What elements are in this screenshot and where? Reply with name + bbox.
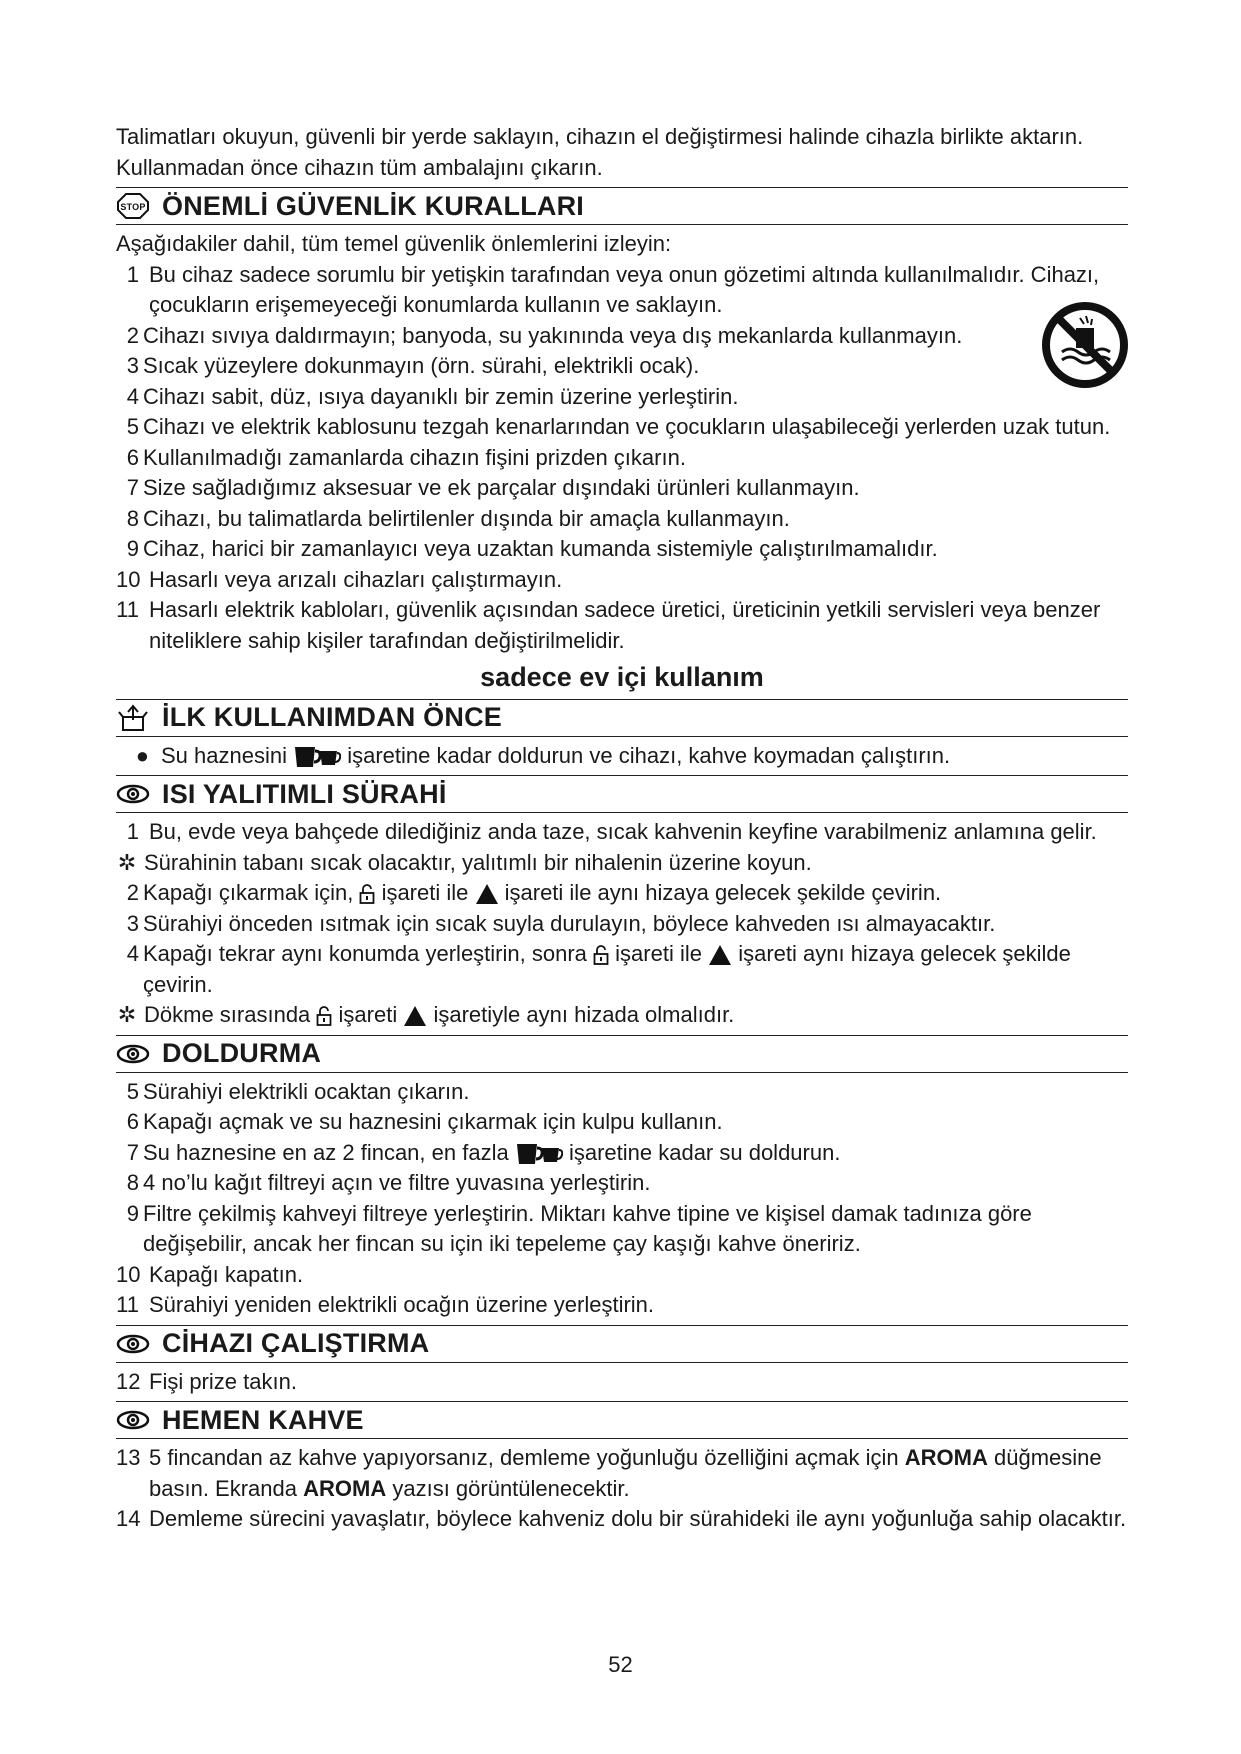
safety-item — [116, 565, 1128, 596]
item-text: Cihazı sabit, düz, ısıya dayanıklı bir zemin üzerine yerleştirin. — [143, 383, 739, 409]
instant-heading — [116, 1401, 1128, 1439]
jug-item-1: Bu, evde veya bahçede dilediğiniz anda taze, sıcak kahvenin keyfine varabilmeniz anlamına gelir. — [149, 819, 1097, 844]
page-number: 52 — [608, 1652, 633, 1677]
jug-item: 4 Kapağı tekrar aynı konumda yerleştirin, sonra işareti ile işareti aynı hizaya gelecek şekilde çevirin. — [126, 941, 1071, 997]
item-number: 10 — [116, 566, 141, 592]
jug-item: 1 Bu, evde veya bahçede dilediğiniz anda taze, sıcak kahvenin keyfine varabilmeniz anlamına gelir. — [116, 817, 1128, 848]
intro-text: Talimatları okuyun, güvenli bir yerde saklayın, cihazın el değiştirmesi halinde cihazla birlikte aktarın. Kullanmadan önce cihazın tüm ambalajını çıkarın. — [116, 124, 1084, 180]
filling-item: 11 Sürahiyi yeniden elektrikli ocağın üzerine yerleştirin. — [116, 1292, 655, 1317]
item-text: Hasarlı elektrik kabloları, güvenlik açısından sadece üretici, üreticinin yetkili servisleri veya benzer niteliklere sahip kişiler tarafından değiştirilmelidir. — [149, 597, 1101, 653]
safety-item — [116, 534, 1128, 565]
item-number: 5 — [126, 414, 139, 439]
item-number: 9 — [126, 536, 139, 561]
stop-icon — [116, 192, 150, 220]
hot-warning-icon: ✲ — [117, 1002, 137, 1027]
jug-title: ISI YALITIMLI SÜRAHİ — [162, 778, 447, 809]
aroma-keyword: AROMA — [303, 1475, 387, 1501]
unlock-icon — [593, 944, 609, 966]
bullet-dot: ● — [135, 742, 149, 768]
safety-item — [116, 473, 1128, 504]
stop-icon-label: STOP — [120, 202, 146, 212]
jug-note-2: ✲ Dökme sırasında işareti işaretiyle aynı hizada olmalıdır. — [116, 1000, 1128, 1031]
triangle-mark-icon — [708, 944, 732, 966]
first-use-heading — [116, 699, 1128, 737]
safety-item — [116, 321, 1128, 352]
first-use-text-b: işaretine kadar doldurun ve cihazı, kahve koymadan çalıştırın. — [347, 742, 951, 768]
item-number: 4 — [126, 383, 139, 409]
operate-heading — [116, 1325, 1128, 1363]
item-number: 3 — [126, 353, 139, 378]
safety-item — [116, 260, 1128, 321]
item-number: 2 — [126, 322, 139, 348]
safety-item — [116, 595, 1128, 656]
eye-icon — [116, 1040, 150, 1068]
safety-item — [116, 443, 1128, 474]
safety-item — [116, 351, 1128, 382]
first-use-bullet — [116, 741, 1128, 772]
household-use-note: sadece ev içi kullanım — [480, 662, 764, 692]
filling-item: 10 Kapağı kapatın. — [116, 1261, 304, 1287]
eye-icon — [116, 780, 150, 808]
safety-item — [116, 412, 1128, 443]
item-text: Cihazı sıvıya daldırmayın; banyoda, su yakınında veya dış mekanlarda kullanmayın. — [143, 322, 963, 348]
max-cups-icon — [293, 745, 341, 769]
safety-item — [116, 382, 1128, 413]
first-use-title: İLK KULLANIMDAN ÖNCE — [162, 702, 502, 733]
item-text: Hasarlı veya arızalı cihazları çalıştırmayın. — [149, 566, 563, 592]
jug-item: 3 Sürahiyi önceden ısıtmak için sıcak suyla durulayın, böylece kahveden ısı almayacaktır. — [126, 910, 996, 936]
max-cups-icon — [515, 1142, 563, 1166]
instruction-page — [116, 122, 1128, 1535]
filling-item: 8 4 no’lu kağıt filtreyi açın ve filtre yuvasına yerleştirin. — [126, 1170, 651, 1195]
aroma-keyword: AROMA — [904, 1445, 988, 1470]
unpack-box-icon — [116, 704, 150, 732]
instant-item: 13 5 fincandan az kahve yapıyorsanız, demleme yoğunluğu özelliğini açmak için AROMA düğmesine basın. Ekranda AROMA yazısı görüntülenecektir. — [116, 1445, 1102, 1501]
hot-warning-icon: ✲ — [117, 849, 137, 875]
item-number: 11 — [116, 597, 139, 622]
item-text: Cihazı ve elektrik kablosunu tezgah kenarlarından ve çocukların ulaşabileceği yerlerden uzak tutun. — [143, 414, 1111, 439]
jug-item: 2 Kapağı çıkarmak için, işareti ile işareti ile aynı hizaya gelecek şekilde çevirin. — [126, 880, 942, 905]
safety-heading — [116, 187, 1128, 225]
item-text: Kullanılmadığı zamanlarda cihazın fişini prizden çıkarın. — [143, 444, 686, 470]
item-text: Cihazı, bu talimatlarda belirtilenler dışında bir amaçla kullanmayın. — [143, 505, 790, 531]
filling-item: 9 Filtre çekilmiş kahveyi filtreye yerleştirin. Miktarı kahve tipine ve kişisel damak tadınıza göre değişebilir, ancak her fincan su için iki tepeleme çay kaşığı kahve öneririz. — [126, 1200, 1032, 1256]
item-number: 8 — [126, 505, 139, 531]
operate-item: 12 Fişi prize takın. — [116, 1368, 297, 1394]
item-number: 6 — [126, 444, 139, 470]
item-text: Size sağladığımız aksesuar ve ek parçalar dışındaki ürünleri kullanmayın. — [143, 475, 860, 500]
triangle-mark-icon — [475, 883, 499, 905]
filling-item: 7 Su haznesine en az 2 fincan, en fazla işaretine kadar su doldurun. — [126, 1139, 841, 1165]
filling-title: DOLDURMA — [162, 1038, 322, 1069]
safety-title: ÖNEMLİ GÜVENLİK KURALLARI — [162, 190, 584, 221]
item-text: Cihaz, harici bir zamanlayıcı veya uzaktan kumanda sistemiyle çalıştırılmamalıdır. — [143, 536, 938, 561]
first-use-text-a: Su haznesini — [161, 742, 287, 768]
operate-title: CİHAZI ÇALIŞTIRMA — [162, 1328, 430, 1359]
safety-item — [116, 504, 1128, 535]
item-text: Sıcak yüzeylere dokunmayın (örn. sürahi, elektrikli ocak). — [143, 353, 700, 378]
jug-note-1: ✲ Sürahinin tabanı sıcak olacaktır, yalıtımlı bir nihalenin üzerine koyun. — [116, 848, 1128, 879]
unlock-icon — [359, 883, 375, 905]
eye-icon — [116, 1330, 150, 1358]
filling-item: 6 Kapağı açmak ve su haznesini çıkarmak için kulpu kullanın. — [126, 1109, 723, 1134]
item-text: Bu cihaz sadece sorumlu bir yetişkin tarafından veya onun gözetimi altında kullanılmalıdır. Cihazı, çocukların erişemeyeceği konumlarda kullanın ve saklayın. — [149, 261, 1100, 317]
jug-heading — [116, 775, 1128, 813]
unlock-icon — [316, 1005, 332, 1027]
filling-heading — [116, 1035, 1128, 1073]
filling-item: 5 Sürahiyi elektrikli ocaktan çıkarın. — [126, 1078, 470, 1104]
instant-item: 14 Demleme sürecini yavaşlatır, böylece kahveniz dolu bir sürahideki ile aynı yoğunluğa sahip olacaktır. — [116, 1506, 1127, 1531]
item-number: 7 — [126, 475, 139, 500]
triangle-mark-icon — [403, 1005, 427, 1027]
safety-lead: Aşağıdakiler dahil, tüm temel güvenlik önlemlerini izleyin: — [116, 231, 672, 256]
item-number: 1 — [126, 261, 139, 287]
instant-title: HEMEN KAHVE — [162, 1404, 364, 1435]
eye-icon — [116, 1406, 150, 1434]
